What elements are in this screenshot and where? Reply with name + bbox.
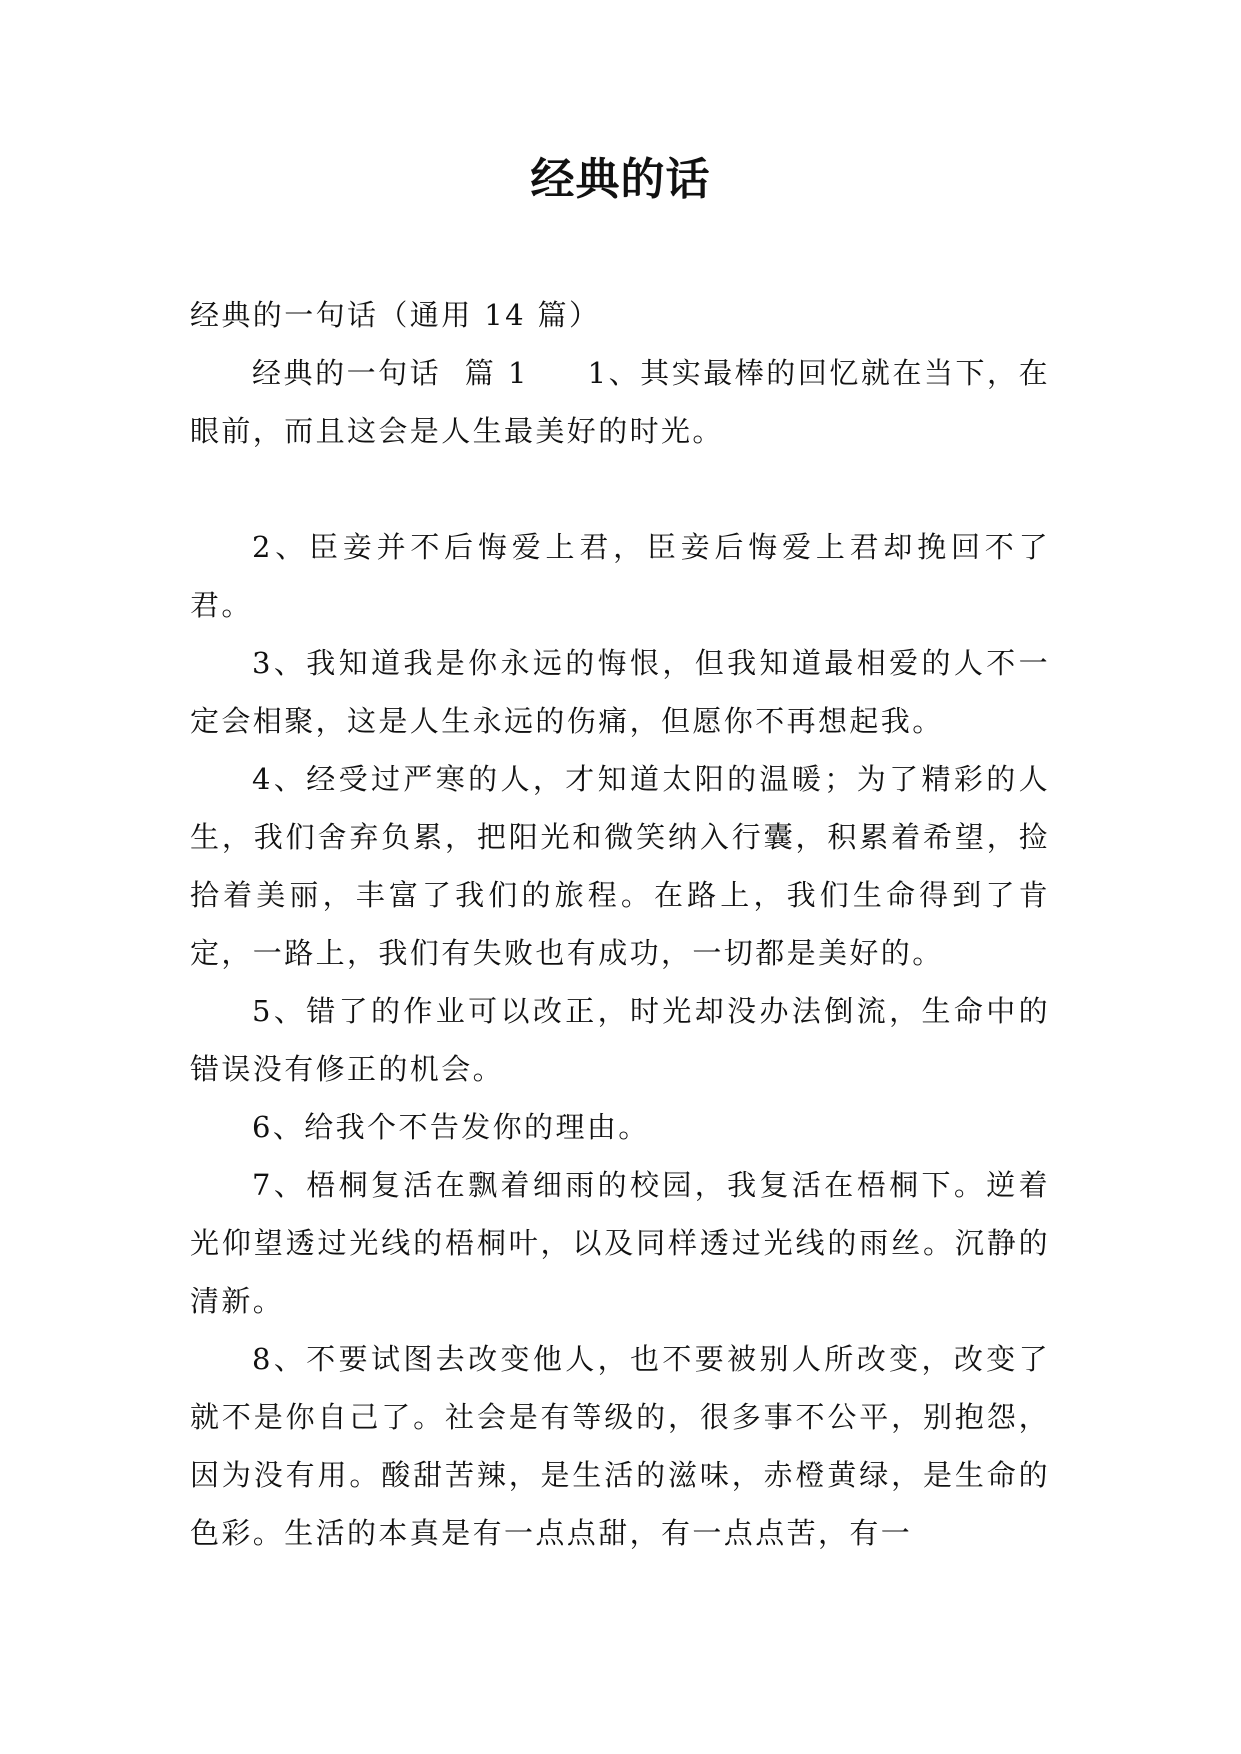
- document-body: [190, 286, 1050, 1562]
- paragraph-5: 5、错了的作业可以改正，时光却没办法倒流，生命中的错误没有修正的机会。: [190, 994, 1050, 1086]
- document-title: 经典的话: [530, 154, 711, 205]
- paragraph-2: 2、臣妾并不后悔爱上君，臣妾后悔爱上君却挽回不了君。: [190, 530, 1050, 622]
- document-subtitle: 经典的一句话（通用 14 篇）: [190, 298, 601, 332]
- paragraph-4: 4、经受过严寒的人，才知道太阳的温暖；为了精彩的人生，我们舍弃负累，把阳光和微笑纳入行囊，积累着希望，捡拾着美丽，丰富了我们的旅程。在路上，我们生命得到了肯定，一路上，我们有失败也有成功，一切都是美好的。: [190, 762, 1050, 970]
- paragraph-6: 6、给我个不告发你的理由。: [252, 1110, 650, 1144]
- paragraph-7: 7、梧桐复活在飘着细雨的校园，我复活在梧桐下。逆着光仰望透过光线的梧桐叶，以及同样透过光线的雨丝。沉静的清新。: [190, 1168, 1050, 1318]
- paragraph-1: 经典的一句话 篇 1 1、其实最棒的回忆就在当下，在眼前，而且这会是人生最美好的时光。: [190, 356, 1050, 448]
- paragraph-3: 3、我知道我是你永远的悔恨，但我知道最相爱的人不一定会相聚，这是人生永远的伤痛，但愿你不再想起我。: [190, 646, 1050, 738]
- paragraph-8: 8、不要试图去改变他人，也不要被别人所改变，改变了就不是你自己了。社会是有等级的，很多事不公平，别抱怨，因为没有用。酸甜苦辣，是生活的滋味，赤橙黄绿，是生命的色彩。生活的本真是有一点点甜，有一点点苦，有一: [190, 1342, 1050, 1550]
